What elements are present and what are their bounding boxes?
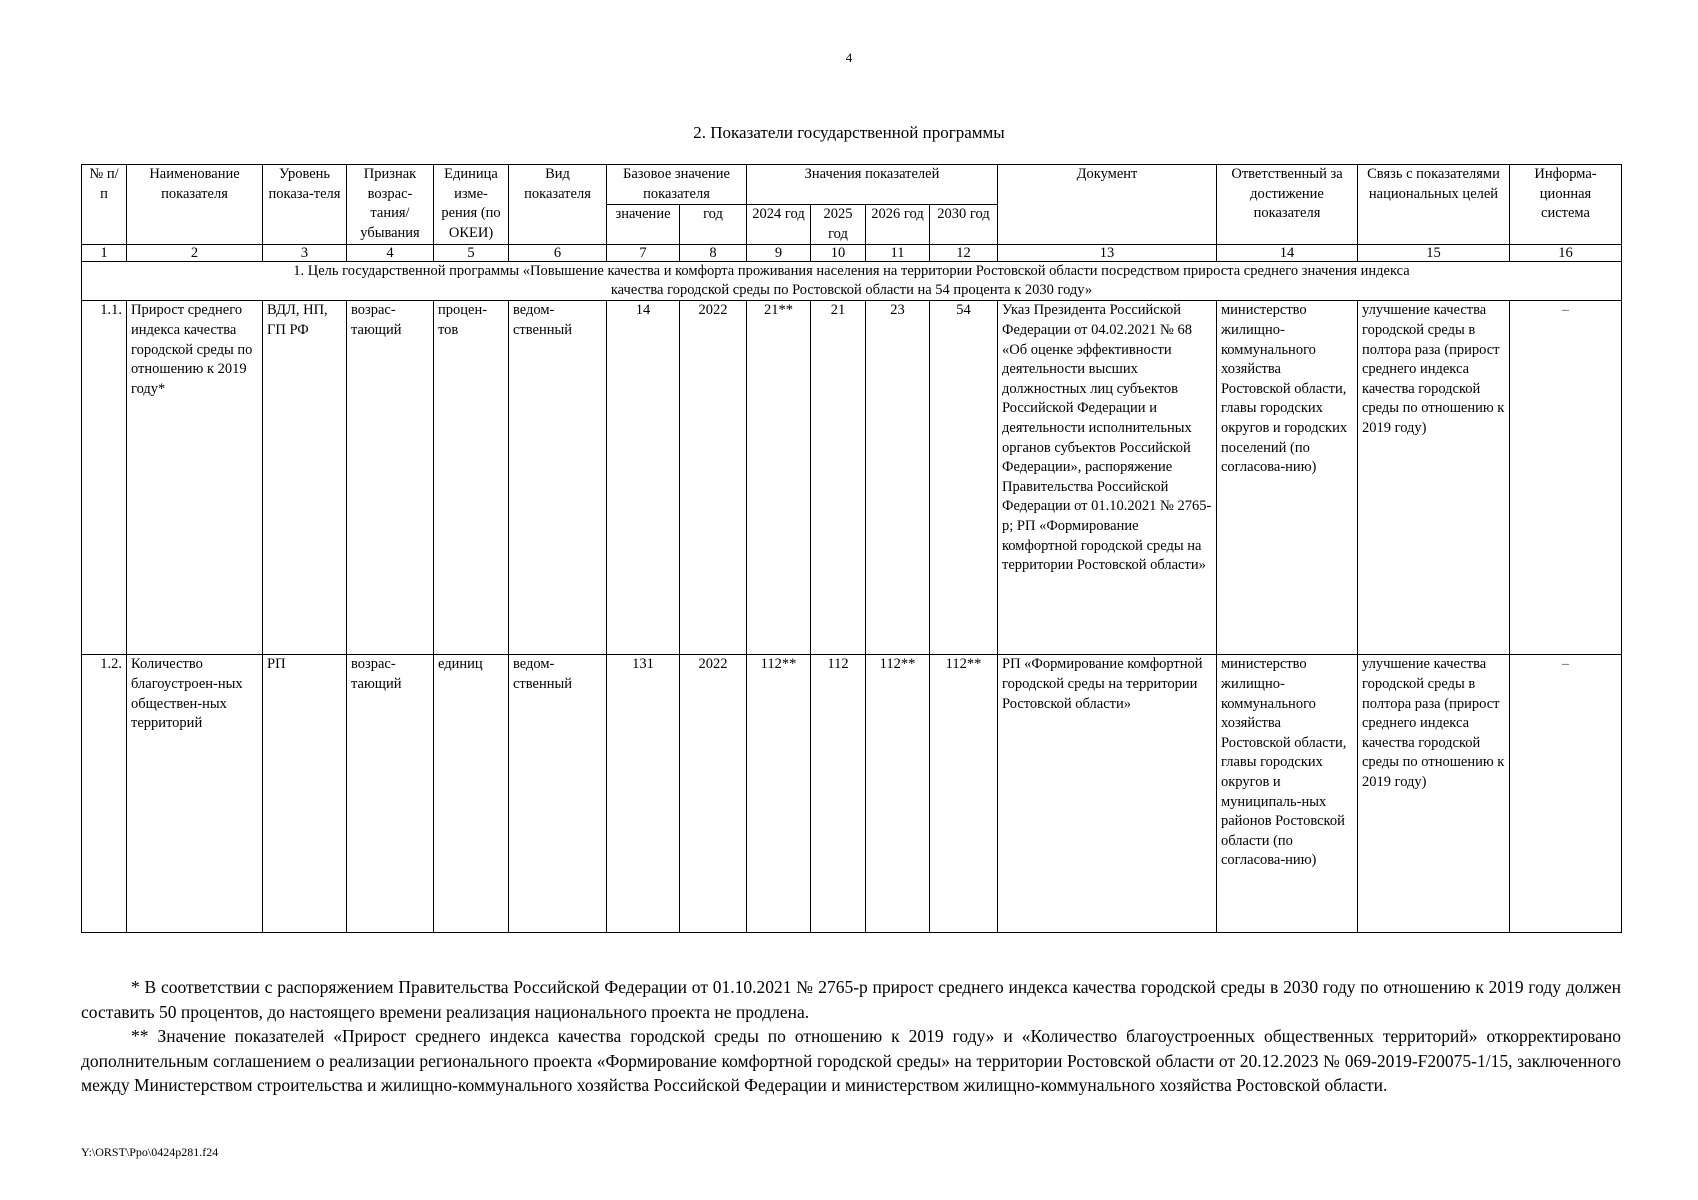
row-trend: возрас-тающий [347,301,434,655]
header-name: Наименование показателя [127,165,263,245]
row-level: РП [263,655,347,933]
column-number: 5 [434,245,509,262]
column-number: 14 [1217,245,1358,262]
row-value-2030: 54 [930,301,998,655]
header-2026: 2026 год [866,205,930,245]
header-system: Информа-ционная система [1510,165,1622,245]
row-link: улучшение качества городской среды в полтора раза (прирост среднего индекса качества городской среды по отношению к 2019 году) [1358,655,1510,933]
footnote: ** Значение показателей «Прирост среднего индекса качества городской среды по отношению к 2019 году» и «Количество благоустроенных общественных территорий» откорректировано дополнительным соглашением о реализации регионального проекта «Формирование комфортной городской среды» на территории Ростовской области от 20.12.2023 № 069-2019-F20075-1/15, заключенного между Министерством строительства и жилищно-коммунального хозяйства Российской Федерации и министерством жилищно-коммунального хозяйства Ростовской области. [81,1026,1621,1095]
header-trend: Признак возрас-тания/ убывания [347,165,434,245]
row-responsible: министерство жилищно-коммунального хозяйства Ростовской области, главы городских округов и муниципаль-ных районов Ростовской области (по согласова-нию) [1217,655,1358,933]
header-base: Базовое значение показателя [607,165,747,205]
footnote: * В соответствии с распоряжением Правительства Российской Федерации от 01.10.2021 № 2765-р прирост среднего индекса качества городской среды в 2030 году по отношению к 2019 году должен составить 50 процентов, до настоящего времени реализация национального проекта не продлена. [81,977,1621,1022]
row-base-year: 2022 [680,655,747,933]
column-number: 13 [998,245,1217,262]
row-system: – [1510,655,1622,933]
row-name: Количество благоустроен-ных обществен-ных территорий [127,655,263,933]
column-number: 1 [82,245,127,262]
header-level: Уровень показа-теля [263,165,347,245]
column-number: 15 [1358,245,1510,262]
header-2025: 2025 год [811,205,866,245]
row-value-2024: 112** [747,655,811,933]
row-document: РП «Формирование комфортной городской среды на территории Ростовской области» [998,655,1217,933]
column-numbers-row [82,245,1622,262]
row-trend: возрас-тающий [347,655,434,933]
column-number: 7 [607,245,680,262]
column-number: 9 [747,245,811,262]
header-base-value: значение [607,205,680,245]
goal-row [82,262,1622,301]
row-value-2030: 112** [930,655,998,933]
row-name: Прирост среднего индекса качества городской среды по отношению к 2019 году* [127,301,263,655]
footnotes [81,975,1621,1098]
table-row [82,655,1622,933]
indicators-table [81,164,1622,933]
row-value-2025: 112 [811,655,866,933]
header-row [82,165,1622,205]
column-number: 16 [1510,245,1622,262]
column-number: 8 [680,245,747,262]
header-type: Вид показателя [509,165,607,245]
goal-text: 1. Цель государственной программы «Повышение качества и комфорта проживания населения на территории Ростовской области посредством прироста среднего значения индекса качества городской среды по Ростовской области на 54 процента к 2030 году» [82,262,1622,301]
row-num: 1.2. [82,655,127,933]
row-base-value: 14 [607,301,680,655]
row-value-2026: 23 [866,301,930,655]
header-link: Связь с показателями национальных целей [1358,165,1510,245]
header-base-year: год [680,205,747,245]
row-value-2026: 112** [866,655,930,933]
header-document: Документ [998,165,1217,245]
row-base-year: 2022 [680,301,747,655]
row-type: ведом-ственный [509,301,607,655]
row-value-2024: 21** [747,301,811,655]
column-number: 3 [263,245,347,262]
row-unit: процен-тов [434,301,509,655]
table-row [82,301,1622,655]
section-title: 2. Показатели государственной программы [693,123,1005,142]
header-num: № п/п [82,165,127,245]
header-unit: Единица изме-рения (по ОКЕИ) [434,165,509,245]
header-values: Значения показателей [747,165,998,205]
header-2024: 2024 год [747,205,811,245]
column-number: 6 [509,245,607,262]
file-path: Y:\ORST\Ppo\0424p281.f24 [81,1145,219,1159]
row-num: 1.1. [82,301,127,655]
column-number: 4 [347,245,434,262]
column-number: 10 [811,245,866,262]
row-link: улучшение качества городской среды в полтора раза (прирост среднего индекса качества городской среды по отношению к 2019 году) [1358,301,1510,655]
header-responsible: Ответственный за достижение показателя [1217,165,1358,245]
row-level: ВДЛ, НП, ГП РФ [263,301,347,655]
page-number: 4 [845,50,853,65]
row-base-value: 131 [607,655,680,933]
row-type: ведом-ственный [509,655,607,933]
row-responsible: министерство жилищно-коммунального хозяйства Ростовской области, главы городских округов и городских поселений (по согласова-нию) [1217,301,1358,655]
row-unit: единиц [434,655,509,933]
column-number: 2 [127,245,263,262]
column-number: 11 [866,245,930,262]
row-value-2025: 21 [811,301,866,655]
column-number: 12 [930,245,998,262]
header-2030: 2030 год [930,205,998,245]
row-document: Указ Президента Российской Федерации от 04.02.2021 № 68 «Об оценке эффективности деятельности высших должностных лиц субъектов Российской Федерации и деятельности исполнительных органов субъектов Российской Федерации», распоряжение Правительства Российской Федерации от 01.10.2021 № 2765-р; РП «Формирование комфортной городской среды на территории Ростовской области» [998,301,1217,655]
row-system: – [1510,301,1622,655]
